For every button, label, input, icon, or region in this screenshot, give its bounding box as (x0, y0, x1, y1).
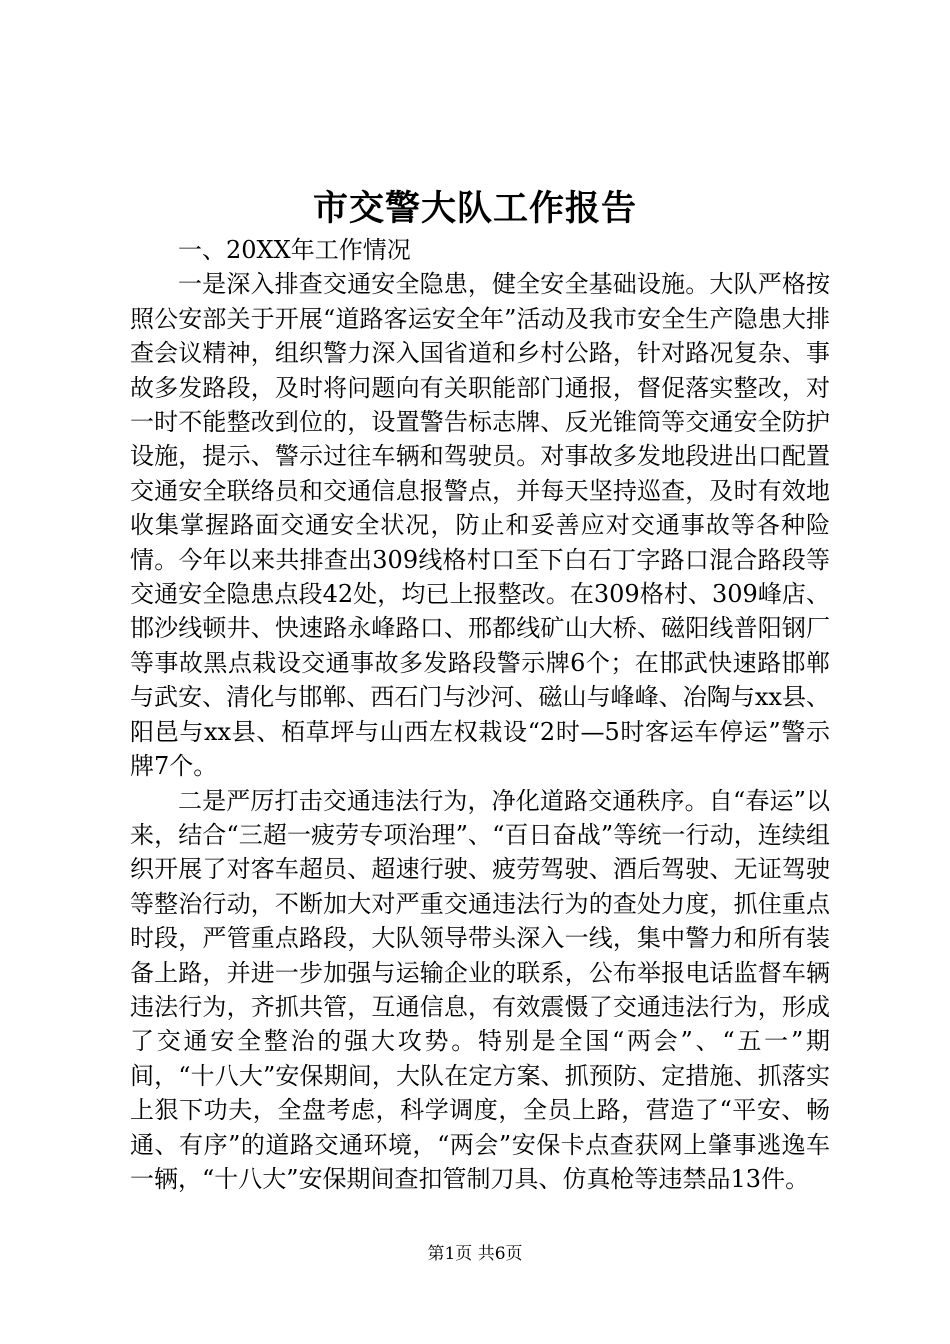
paragraph: 一是深入排查交通安全隐患，健全安全基础设施。大队严格按照公安部关于开展“道路客运安全年”活动及我市安全生产隐患大排查会议精神，组织警力深入国省道和乡村公路，针对路况复杂、事故多发路段，及时将问题向有关职能部门通报，督促落实整改，对一时不能整改到位的，设置警告标志牌、反光锥筒等交通安全防护设施，提示、警示过往车辆和驾驶员。对事故多发地段进出口配置交通安全联络员和交通信息报警点，并每天坚持巡查，及时有效地收集掌握路面交通安全状况，防止和妥善应对交通事故等各种险情。今年以来共排查出309线格村口至下白石丁字路口混合路段等交通安全隐患点段42处，均已上报整改。在309格村、309峰店、邯沙线顿井、快速路永峰路口、邢都线矿山大桥、磁阳线普阳钢厂等事故黑点栽设交通事故多发路段警示牌6个；在邯武快速路邯郸与武安、清化与邯郸、西石门与沙河、磁山与峰峰、冶陶与xx县、阳邑与xx县、栢草坪与山西左权栽设“2时—5时客运车停运”警示牌7个。 (130, 270, 830, 781)
document-body (130, 233, 830, 1196)
paragraph: 二是严厉打击交通违法行为，净化道路交通秩序。自“春运”以来，结合“三超一疲劳专项治理”、“百日奋战”等统一行动，连续组织开展了对客车超员、超速行驶、疲劳驾驶、酒后驾驶、无证驾驶等整治行动，不断加大对严重交通违法行为的查处力度，抓住重点时段，严管重点路段，大队领导带头深入一线，集中警力和所有装备上路，并进一步加强与运输企业的联系，公布举报电话监督车辆违法行为，齐抓共管，互通信息，有效震慑了交通违法行为，形成了交通安全整治的强大攻势。特别是全国“两会”、“五一”期间，“十八大”安保期间，大队在定方案、抓预防、定措施、抓落实上狠下功夫，全盘考虑，科学调度，全员上路，营造了“平安、畅通、有序”的道路交通环境，“两会”安保卡点查获网上肇事逃逸车一辆，“十八大”安保期间查扣管制刀具、仿真枪等违禁品13件。 (130, 786, 830, 1193)
document-title: 市交警大队工作报告 (312, 188, 637, 229)
page-number: 第1页 共6页 (427, 1244, 523, 1264)
section-heading: 一、20XX年工作情况 (178, 236, 411, 264)
